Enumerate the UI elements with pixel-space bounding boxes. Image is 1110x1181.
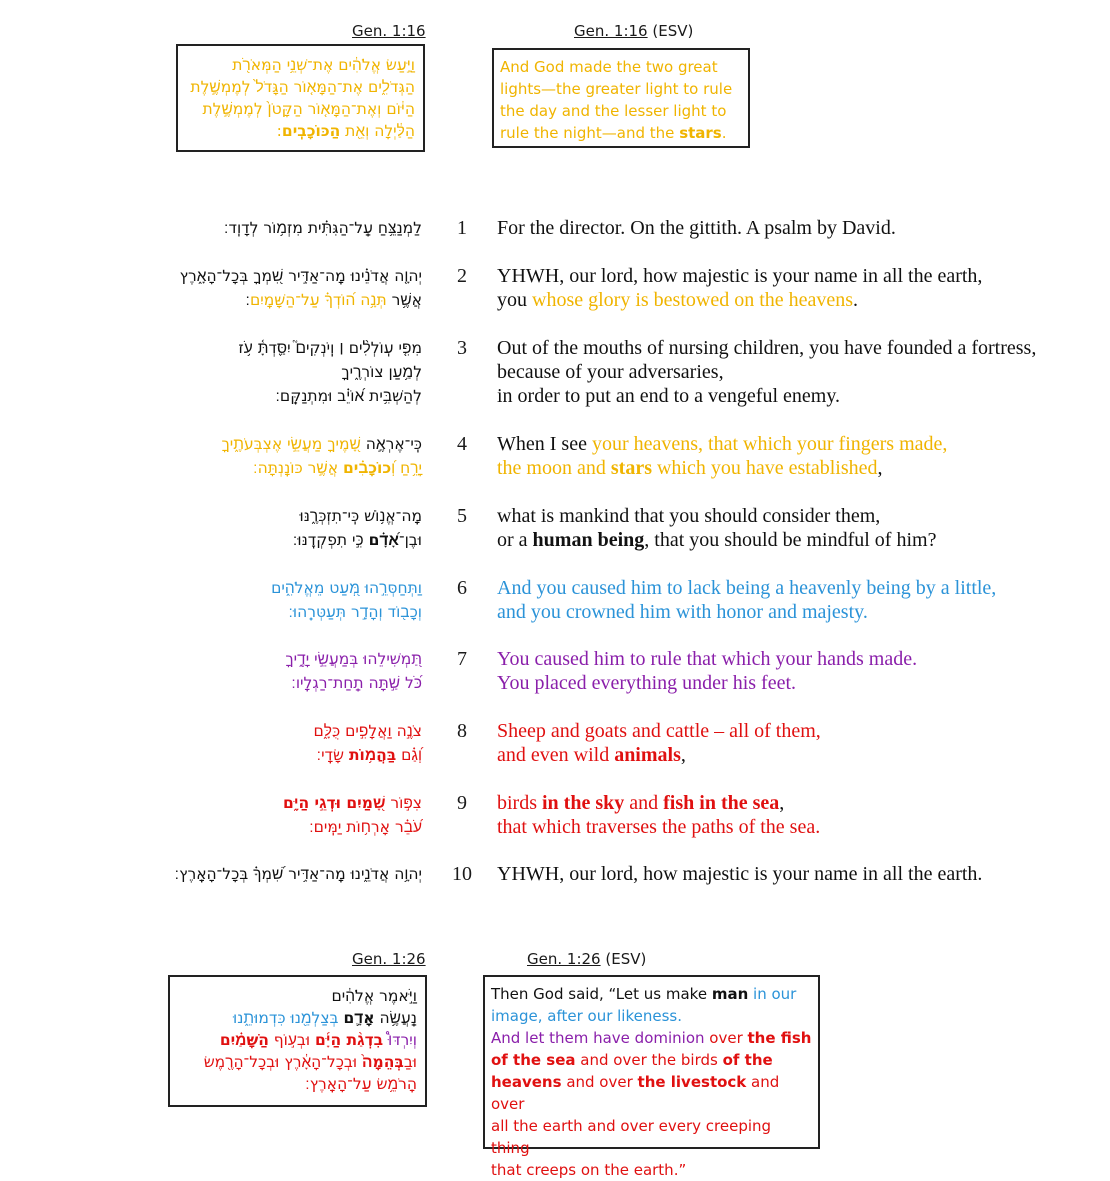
text-segment: עֹ֝בֵ֗ר אָרְח֥וֹת יַמִּֽים׃ xyxy=(309,818,422,836)
english-line xyxy=(497,862,982,886)
bottom-esv-box xyxy=(483,975,820,1179)
text-segment: צִפּ֣וֹר xyxy=(385,794,422,812)
top-esv-box xyxy=(492,48,750,148)
verse-english xyxy=(497,647,917,695)
top-esv-reference: Gen. 1:16 (ESV) xyxy=(574,22,694,40)
text-segment: you xyxy=(497,289,532,311)
text-segment: כִּ֣י תִפְקְדֶֽנּוּ׃ xyxy=(292,531,369,549)
text-segment: וְכָב֖וֹד וְהָדָ֣ר תְּעַטְּרֵֽהוּ׃ xyxy=(288,603,422,621)
text-segment: , xyxy=(680,744,686,766)
text-segment: נַֽעֲשֶׂ֥ה xyxy=(374,1009,417,1027)
text-segment: הָֽרֹמֵ֥שׂ עַל־הָאָֽרֶץ׃ xyxy=(305,1075,417,1093)
verse-number: 5 xyxy=(457,505,467,527)
text-segment: and over the birds xyxy=(575,1051,723,1069)
text-segment: You placed everything under his feet. xyxy=(497,672,797,694)
verse-hebrew xyxy=(224,216,422,240)
text-segment: וַיֹּ֣אמֶר אֱלֹהִ֔ים xyxy=(331,987,417,1005)
text-segment: הַיּ֔וֹם וְאֶת־הַמָּא֤וֹר הַקָּטֹן֙ לְמֶמְשֶׁ֣לֶת xyxy=(202,100,415,118)
hebrew-line xyxy=(293,504,422,528)
english-line xyxy=(497,791,820,815)
text-segment: יְהוָ֥ה אֲדֹנֵ֑ינוּ מָֽה־אַדִּ֥יר שִׁ֝מְךָ֗ בְּכָל־הָאָֽרֶץ׃ xyxy=(174,865,422,883)
text-segment: לְהַשְׁבִּ֥ית א֝וֹיֵ֗ב וּמִתְנַקֵּֽם׃ xyxy=(275,387,422,405)
hebrew-line xyxy=(314,743,423,767)
english-line xyxy=(497,336,1036,360)
verse-number: 10 xyxy=(452,863,472,885)
text-segment: לְמַ֥עַן צוֹרְרֶ֑יךָ xyxy=(341,363,422,381)
english-line xyxy=(497,671,917,695)
english-line xyxy=(497,264,982,288)
text-segment: בְּצַלְמֵ֖נוּ כִּדְמוּתֵ֑נוּ xyxy=(233,1009,344,1027)
text-segment: and over xyxy=(491,1073,780,1113)
text-segment: וַתְּחַסְּרֵ֣הוּ מְּ֭עַט מֵאֱלֹהִ֑ים xyxy=(271,579,422,597)
text-segment: כוֹכָבִ֗ים xyxy=(343,459,392,477)
text-segment: whose glory is bestowed on the heavens xyxy=(532,289,854,311)
text-segment: בְּהֵמָה֙ xyxy=(362,1053,404,1071)
text-segment: image, after our likeness. xyxy=(491,1007,682,1025)
english-line xyxy=(497,384,1036,408)
verse-english xyxy=(497,576,996,624)
hebrew-line xyxy=(224,216,422,240)
verse-english xyxy=(497,336,1036,408)
verse-hebrew xyxy=(175,862,422,886)
bottom-hebrew-reference: Gen. 1:26 xyxy=(352,950,426,968)
text-segment: . xyxy=(853,289,859,311)
text-segment: , xyxy=(779,792,785,814)
text-segment: כֹּ֝ל שַׁ֣תָּה תַֽחַת־רַגְלָֽיו׃ xyxy=(291,674,422,692)
text-segment: וְ֝גַ֗ם xyxy=(396,746,422,764)
text-segment: your heavens, that which your fingers made, xyxy=(591,433,948,455)
text-segment: מָֽה־אֱנ֥וֹשׁ כִּֽי־תִזְכְּרֶ֑נּוּ xyxy=(299,507,422,525)
hebrew-line xyxy=(180,288,422,312)
text-segment: Sheep and goats and cattle – all of them, xyxy=(497,720,821,742)
verse-number: 6 xyxy=(457,577,467,599)
text-segment: human being xyxy=(532,529,645,551)
verse-english xyxy=(497,862,982,886)
text-segment: in the sky xyxy=(542,792,625,814)
text-segment: of the sea xyxy=(491,1051,576,1069)
top-hebrew-box xyxy=(176,44,425,152)
verse-english xyxy=(497,264,982,312)
text-segment: stars xyxy=(679,124,722,142)
text-segment: and even wild xyxy=(497,744,615,766)
hebrew-line xyxy=(186,76,415,98)
text-segment: stars xyxy=(610,457,652,479)
hebrew-line xyxy=(238,360,422,384)
hebrew-line xyxy=(285,647,422,671)
hebrew-line xyxy=(293,528,422,552)
english-line xyxy=(497,815,820,839)
text-segment: and xyxy=(624,792,664,814)
verse-hebrew xyxy=(271,576,422,624)
text-segment: וּבְע֣וֹף xyxy=(268,1031,316,1049)
verse-english xyxy=(497,432,947,480)
text-segment: אָדָ֛ם xyxy=(343,1009,375,1027)
text-segment: YHWH, our lord, how majestic is your name in all the earth, xyxy=(497,265,983,287)
hebrew-line xyxy=(238,336,422,360)
text-segment: Then God said, “Let us make xyxy=(491,985,712,1003)
esv-line xyxy=(491,1115,812,1159)
text-segment: And you caused him to lack being a heavenly being by a little, xyxy=(497,577,997,599)
text-segment: in our xyxy=(748,985,797,1003)
text-segment: וּבֶן־ xyxy=(398,531,422,549)
hebrew-line xyxy=(285,671,422,695)
text-segment: birds xyxy=(497,792,542,814)
esv-line xyxy=(491,1071,812,1115)
text-segment: or a xyxy=(497,529,533,551)
text-segment: : xyxy=(276,122,282,140)
english-line xyxy=(497,719,821,743)
hebrew-line xyxy=(238,384,422,408)
verse-hebrew xyxy=(283,791,422,839)
english-line xyxy=(497,360,1036,384)
english-line xyxy=(497,216,896,240)
english-line xyxy=(497,456,947,480)
text-segment: שָׂדָֽי׃ xyxy=(316,746,349,764)
text-segment: the livestock xyxy=(637,1073,747,1091)
verse-hebrew xyxy=(238,336,422,408)
verse-hebrew xyxy=(180,264,422,312)
top-hebrew-reference: Gen. 1:16 xyxy=(352,22,426,40)
text-segment: rule the night—and the xyxy=(500,124,680,142)
text-segment: You caused him to rule that which your hands made. xyxy=(497,648,918,670)
text-segment: lights—the greater light to rule xyxy=(500,80,733,98)
hebrew-line xyxy=(271,576,422,600)
esv-line xyxy=(491,1027,812,1049)
text-segment: the day and the lesser light to xyxy=(500,102,727,120)
text-segment: . xyxy=(721,124,727,142)
esv-line xyxy=(500,100,742,122)
hebrew-line xyxy=(271,600,422,624)
text-segment: heavens xyxy=(491,1073,562,1091)
english-line xyxy=(497,576,996,600)
text-segment: , xyxy=(877,457,883,479)
hebrew-line xyxy=(178,1029,417,1051)
english-line xyxy=(497,743,821,767)
esv-line xyxy=(491,983,812,1005)
text-segment: what is mankind that you should consider them, xyxy=(497,505,881,527)
verse-english xyxy=(497,719,821,767)
text-segment: the fish xyxy=(747,1029,812,1047)
text-segment: YHWH, our lord, how majestic is your name in all the earth. xyxy=(497,863,983,885)
text-segment: וּבְכָל־הָאָ֔רֶץ וּבְכָל־הָרֶ֖מֶשׂ xyxy=(203,1053,363,1071)
text-segment: אָ֝דָ֗ם xyxy=(368,531,399,549)
verse-number: 3 xyxy=(457,337,467,359)
text-segment: and over xyxy=(561,1073,638,1091)
text-segment: animals xyxy=(614,744,681,766)
verse-english xyxy=(497,504,936,552)
english-line xyxy=(497,432,947,456)
verse-hebrew xyxy=(293,504,422,552)
text-segment: Out of the mouths of nursing children, you have founded a fortress, xyxy=(497,337,1037,359)
verse-number: 1 xyxy=(457,217,467,239)
english-line xyxy=(497,647,917,671)
hebrew-line xyxy=(178,1073,417,1095)
text-segment: בִדְגַ֨ת הַיָּ֜ם xyxy=(315,1031,384,1049)
text-segment: וְיִרְדּוּ֩ xyxy=(383,1031,417,1049)
verse-number: 4 xyxy=(457,433,467,455)
text-segment: the moon and xyxy=(497,457,611,479)
hebrew-line xyxy=(178,1007,417,1029)
bottom-hebrew-box xyxy=(168,975,427,1107)
text-segment: תְּנָ֥ה ה֝וֹדְךָ֗ עַל־הַשָּׁמָֽיִם xyxy=(250,291,387,309)
text-segment: in order to put an end to a vengeful enemy. xyxy=(497,385,841,407)
text-segment: fish in the sea xyxy=(663,792,780,814)
text-segment: שָׁ֭מַיִם וּדְגֵ֣י הַיָּ֑ם xyxy=(283,794,386,812)
text-segment: , that you should be mindful of him? xyxy=(644,529,937,551)
text-segment: אֲשֶׁ֥ר xyxy=(386,291,422,309)
esv-line xyxy=(500,122,742,144)
verse-number: 2 xyxy=(457,265,467,287)
text-segment: יָרֵ֥חַ וְ֝ xyxy=(391,459,422,477)
text-segment: מִפִּ֤י עֽוֹלְלִ֨ים ׀ וְֽיֹנְקִים֮ יִסַּ֪דְתָּ֫ עֹ֥ז xyxy=(238,339,422,357)
text-segment: that which traverses the paths of the sea. xyxy=(497,816,821,838)
hebrew-line xyxy=(186,98,415,120)
english-line xyxy=(497,600,996,624)
text-segment: וַיַּ֣עַשׂ אֱלֹהִ֔ים אֶת־שְׁנֵ֥י הַמְּאֹרֹ֖ת xyxy=(232,56,415,74)
esv-line xyxy=(491,1005,812,1027)
english-line xyxy=(497,528,936,552)
text-segment: because of your adversaries, xyxy=(497,361,724,383)
text-segment: הַגְּדֹלִ֑ים אֶת־הַמָּא֤וֹר הַגָּדֹל֙ לְמֶמְשֶׁ֣לֶת xyxy=(190,78,415,96)
text-segment: וּבַ xyxy=(403,1053,417,1071)
text-segment: בַּהֲמ֥וֹת xyxy=(348,746,397,764)
hebrew-line xyxy=(180,264,422,288)
hebrew-line xyxy=(178,1051,417,1073)
verse-number: 9 xyxy=(457,792,467,814)
esv-line xyxy=(491,1159,812,1181)
hebrew-line xyxy=(186,54,415,76)
hebrew-line xyxy=(178,985,417,1007)
verse-english xyxy=(497,216,896,240)
hebrew-line xyxy=(221,432,422,456)
hebrew-line xyxy=(175,862,422,886)
text-segment: that creeps on the earth.” xyxy=(491,1161,687,1179)
text-segment: הַכּוֹכָבִֽים xyxy=(281,122,341,140)
hebrew-line xyxy=(186,120,415,142)
text-segment: ׃ xyxy=(245,291,250,309)
text-segment: man xyxy=(711,985,749,1003)
esv-line xyxy=(500,56,742,78)
english-line xyxy=(497,288,982,312)
verse-hebrew xyxy=(314,719,423,767)
bottom-esv-reference: Gen. 1:26 (ESV) xyxy=(527,950,647,968)
text-segment: הַלַּ֔יְלָה וְאֵ֖ת xyxy=(340,122,415,140)
verse-number: 7 xyxy=(457,648,467,670)
esv-line xyxy=(500,78,742,100)
verse-hebrew xyxy=(221,432,422,480)
text-segment: which you have established xyxy=(651,457,878,479)
text-segment: הַשָּׁמַ֗יִם xyxy=(219,1031,269,1049)
hebrew-line xyxy=(283,815,422,839)
text-segment: כִּֽי־אֶרְאֶ֣ה xyxy=(360,435,422,453)
text-segment: And let them have dominion xyxy=(491,1029,710,1047)
hebrew-line xyxy=(283,791,422,815)
english-line xyxy=(497,504,936,528)
text-segment: all the earth and over every creeping thing xyxy=(491,1117,772,1157)
text-segment: יְהוָ֤ה אֲדֹנֵ֗ינוּ מָֽה־אַדִּ֣יר שִׁ֭מְךָ בְּכָל־הָאָ֑רֶץ xyxy=(179,267,422,285)
text-segment: שָׁ֭מֶיךָ מַעֲשֵׂ֣י אֶצְבְּעֹתֶ֑יךָ xyxy=(221,435,361,453)
verse-hebrew xyxy=(285,647,422,695)
text-segment: צֹנֶ֣ה וַאֲלָפִ֣ים כֻּלָּ֑ם xyxy=(313,722,422,740)
text-segment: לַמְנַצֵּ֥חַ עַֽל־הַגִּתִּ֗ית מִזְמ֥וֹר לְדָוִֽד׃ xyxy=(223,219,422,237)
verse-number: 8 xyxy=(457,720,467,742)
text-segment: אֲשֶׁ֣ר כּוֹנָֽנְתָּה׃ xyxy=(253,459,343,477)
hebrew-line xyxy=(314,719,423,743)
text-segment: For the director. On the gittith. A psalm by David. xyxy=(497,217,896,239)
hebrew-line xyxy=(221,456,422,480)
text-segment: and you crowned him with honor and majesty. xyxy=(497,601,868,623)
esv-line xyxy=(491,1049,812,1071)
text-segment: תַּ֭מְשִׁילֵהוּ בְּמַעֲשֵׂ֣י יָדֶ֑יךָ xyxy=(285,650,422,668)
text-segment: over xyxy=(709,1029,748,1047)
text-segment: And God made the two great xyxy=(500,58,718,76)
text-segment: of the xyxy=(722,1051,773,1069)
verse-english xyxy=(497,791,820,839)
text-segment: When I see xyxy=(497,433,592,455)
